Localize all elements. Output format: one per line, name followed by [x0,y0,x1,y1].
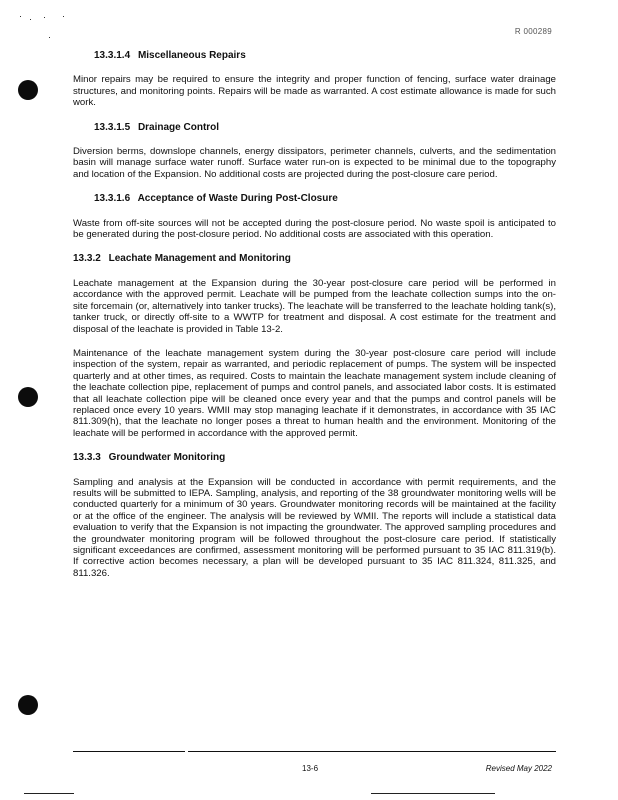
binder-hole [18,695,38,715]
section-heading-drainage-control [94,122,556,133]
scan-artifact-line [24,793,74,794]
paragraph-leachate-maintenance: Maintenance of the leachate management system during the 30-year post-closure care period will include inspection of the system, repair as warranted, and periodic replacement of pumps. The system will be inspected quarterly and at other times, as required. Costs to maintain the leachate management system include cleaning of the leachate collection pipe, replacement of pumps and control panels, and associated labor costs. It is estimated that all leachate collection pipe will be cleaned once every year and that the pumps and control panels will be replaced once every 10 years. WMII may stop managing leachate if it demonstrates, in accordance with 35 IAC 811.309(h), that the leachate no longer poses a threat to human health and the environment. Monitoring of the leachate will be performed in accordance with the approved permit. [73,347,556,439]
binder-hole [18,80,38,100]
document-id: R 000289 [514,27,552,36]
section-number: 13.3.2 [73,253,101,265]
section-number: 13.3.1.4 [94,50,131,61]
revision-date: Revised May 2022 [485,764,552,773]
scan-speck [49,37,50,38]
scan-artifact-line [371,793,495,794]
paragraph-groundwater: Sampling and analysis at the Expansion will be conducted in accordance with permit requirements, and the results will be submitted to IEPA. Sampling, analysis, and reporting of the 38 groundwater monitoring wells will be conducted quarterly for a minimum of 30 years. Groundwater monitoring records will be maintained at the facility or at the office of the engineer. The analysis will be reviewed by WMII. The reports will include a statistical data evaluation to verify that the Expansion is not impacting the groundwater. The approved sampling procedures and the groundwater monitoring program will be followed throughout the post-closure care period. If statistically significant exceedances are confirmed, assessment monitoring will be performed pursuant to 35 IAC 811.319(b). If corrective action becomes necessary, a plan will be developed pursuant to 35 IAC 811.324, 811.325, and 811.326. [73,476,556,579]
section-number: 13.3.1.6 [94,193,131,205]
scan-speck [30,19,31,20]
scan-speck [20,16,21,17]
section-heading-waste-acceptance [94,193,556,204]
section-title: Drainage Control [137,121,220,133]
section-heading-groundwater [73,452,556,463]
section-title: Leachate Management and Monitoring [108,253,291,265]
footer-rule [188,751,556,752]
section-number: 13.3.1.5 [94,121,131,133]
scan-speck [44,17,45,18]
binder-hole [18,387,38,407]
section-number: 13.3.3 [73,452,101,464]
footer-rule [73,751,185,752]
paragraph-leachate-management: Leachate management at the Expansion during the 30-year post-closure care period will be performed in accordance with the approved permit. Leachate will be pumped from the leachate collection sumps into the on-site forcemain (or, alternatively into tanker trucks). The leachate will be transferred to the leachate holding tank(s), tanker truck, or directly off-site to a WWTP for treatment and disposal. A cost estimate for the treatment and disposal of the leachate is provided in Table 13-2. [73,277,556,335]
section-heading-leachate [73,253,556,264]
section-title: Miscellaneous Repairs [137,50,246,61]
page-number: 13-6 [302,764,319,773]
scan-speck [63,16,64,17]
document-body [73,50,556,592]
paragraph-drainage-control: Diversion berms, downslope channels, energy dissipators, perimeter channels, culverts, and the sedimentation basin will manage surface water runoff. Surface water run-on is expected to be minimal due to the topography and location of the Expansion. No additional costs are projected during the post-closure care period. [73,146,556,180]
paragraph-misc-repairs: Minor repairs may be required to ensure the integrity and proper function of fencing, surface water drainage structures, and monitoring points. Repairs will be made as warranted. A cost estimate allowance is made for such work. [73,74,556,109]
paragraph-waste-acceptance: Waste from off-site sources will not be accepted during the post-closure period. No waste spoil is anticipated to be generated during the post-closure period. No additional costs are associated with this operation. [73,217,556,241]
section-heading-misc-repairs [94,50,556,61]
section-title: Groundwater Monitoring [108,452,226,464]
section-title: Acceptance of Waste During Post-Closure [137,193,338,205]
